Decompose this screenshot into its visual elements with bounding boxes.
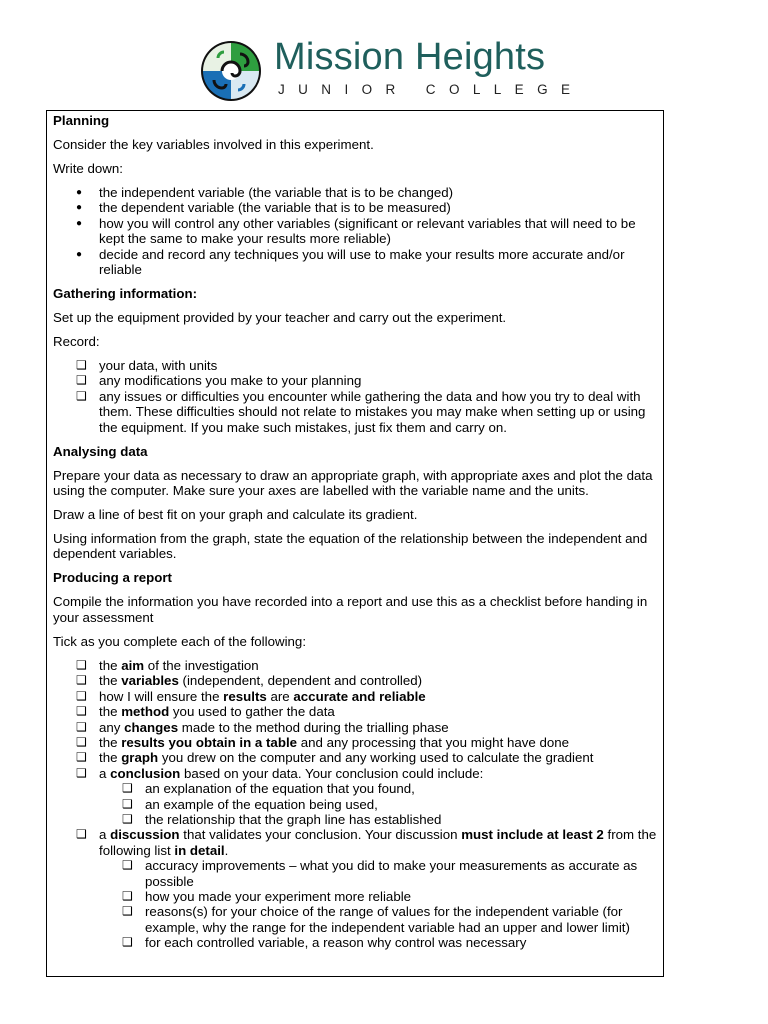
discussion-sub-checklist (53, 858, 657, 950)
bold-text: discussion (110, 827, 180, 843)
school-logo (200, 36, 584, 104)
analysing-paragraph-1: Prepare your data as necessary to draw an appropriate graph, with appropriate axes and plot the data using the computer. Make sure your axes are labelled with the variable name and the units. (53, 467, 653, 499)
text: any (99, 719, 125, 735)
checklist-subitem[interactable]: ❑ the relationship that the graph line has established (53, 812, 657, 827)
report-heading: Producing a report (53, 570, 172, 586)
checklist-subitem[interactable]: ❑ an example of the equation being used, (53, 797, 657, 812)
checklist-subitem[interactable]: ❑ an explanation of the equation that you found, (53, 781, 657, 796)
record-checklist (53, 358, 657, 435)
conclusion-sub-checklist (53, 781, 657, 827)
text: made to the method during the trialling phase (178, 719, 449, 735)
report-checklist (53, 658, 657, 781)
bold-text: results (223, 688, 267, 704)
bold-text: conclusion (110, 765, 181, 781)
text: the (99, 673, 122, 689)
checklist-item-results[interactable] (53, 689, 657, 704)
bold-text: aim (121, 657, 145, 673)
checklist-subitem[interactable]: ❑ accuracy improvements – what you did to make your measurements as accurate as possible (53, 858, 657, 889)
planning-heading: Planning (53, 113, 110, 128)
bold-text: results you obtain in a table (121, 734, 298, 750)
planning-bullet-list (53, 185, 657, 277)
planning-intro: Consider the key variables involved in this experiment. (53, 137, 374, 152)
text: the (99, 657, 122, 673)
text: you used to gather the data (169, 704, 335, 720)
text: the (99, 750, 122, 766)
bold-text: method (121, 704, 170, 720)
checklist-item-discussion[interactable] (53, 827, 657, 858)
list-item: ● the independent variable (the variable that is to be changed) (53, 185, 657, 200)
analysing-paragraph-3: Using information from the graph, state the equation of the relationship between the independent and dependent variables. (53, 531, 648, 562)
record-label: Record: (53, 334, 100, 350)
bold-text: variables (121, 673, 179, 689)
list-item: ● the dependent variable (the variable that is to be measured) (53, 200, 657, 215)
school-name: Mission Heights (274, 36, 546, 78)
checklist-item-graph[interactable] (53, 750, 657, 765)
text: a (99, 765, 111, 781)
text: the (99, 704, 122, 720)
gathering-heading: Gathering information: (53, 286, 198, 302)
checklist-item-changes[interactable] (53, 720, 657, 735)
bold-text: changes (124, 719, 179, 735)
report-checklist-discussion (53, 827, 657, 858)
checklist-item-variables[interactable] (53, 673, 657, 688)
text: of the investigation (144, 657, 259, 673)
checklist-subitem[interactable]: ❑ reasons(s) for your choice of the range of values for the independent variable (for example, why the range for the independent variable had an upper and lower limit) (53, 904, 657, 935)
bold-text: must include at least 2 (461, 827, 604, 843)
checklist-subitem[interactable]: ❑ how you made your experiment more reliable (53, 889, 657, 904)
text: from the following list (99, 827, 657, 858)
checklist-item-table[interactable] (53, 735, 657, 750)
bold-text: in detail (174, 842, 225, 858)
analysing-heading: Analysing data (53, 443, 148, 459)
checklist-item-conclusion[interactable] (53, 766, 657, 781)
text: and any processing that you might have done (297, 734, 570, 750)
school-subtitle: JUNIOR COLLEGE (278, 82, 584, 97)
text: based on your data. Your conclusion could include: (180, 765, 484, 781)
text: how I will ensure the (99, 688, 224, 704)
list-item: ● how you will control any other variables (significant or relevant variables that will need to be kept the same to make your results more reliable) (53, 216, 657, 247)
checklist-item-aim[interactable] (53, 658, 657, 673)
bold-text: accurate and reliable (293, 688, 426, 704)
report-paragraph-2: Tick as you complete each of the following: (53, 633, 307, 649)
bold-text: graph (121, 750, 159, 766)
report-paragraph-1: Compile the information you have recorded into a report and use this as a checklist before handing in your assessment (53, 594, 648, 625)
analysing-paragraph-2: Draw a line of best fit on your graph and calculate its gradient. (53, 507, 418, 523)
checklist-item[interactable]: ❑ any issues or difficulties you encounter while gathering the data and how you try to deal with them. These difficulties should not relate to mistakes you may make when setting up or using the equipment. If you make such mistakes, just fix them and carry on. (53, 389, 657, 435)
checklist-item[interactable]: ❑ any modifications you make to your planning (53, 373, 657, 388)
list-item: ● decide and record any techniques you will use to make your results more accurate and/or reliable (53, 247, 657, 278)
koru-logo-icon (200, 40, 262, 102)
write-down-label: Write down: (53, 161, 123, 176)
checklist-subitem[interactable]: ❑ for each controlled variable, a reason why control was necessary (53, 935, 657, 950)
checklist-item-method[interactable] (53, 704, 657, 719)
text: are (266, 688, 294, 704)
text: a (99, 827, 111, 843)
gathering-intro: Set up the equipment provided by your teacher and carry out the experiment. (53, 310, 507, 326)
text: you drew on the computer and any working used to calculate the gradient (158, 750, 594, 766)
text: (independent, dependent and controlled) (178, 673, 423, 689)
assessment-instructions-box (46, 110, 664, 977)
text: the (99, 734, 122, 750)
checklist-item[interactable]: ❑ your data, with units (53, 358, 657, 373)
text: . (224, 842, 229, 858)
text: that validates your conclusion. Your discussion (179, 827, 462, 843)
